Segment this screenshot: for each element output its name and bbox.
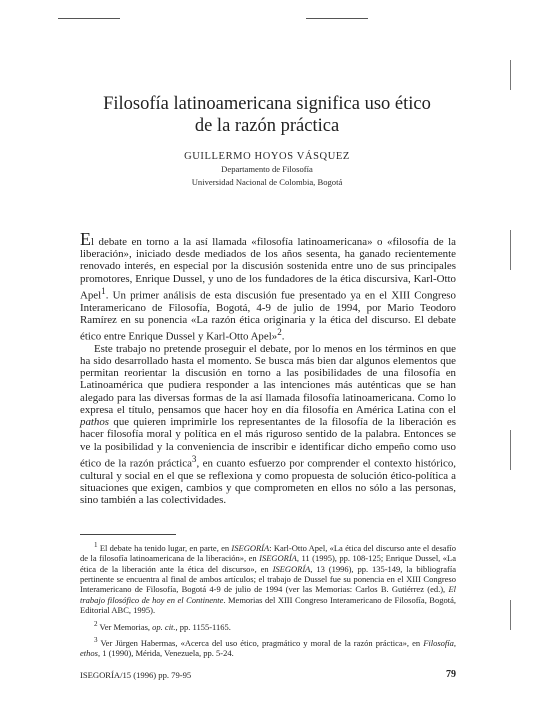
title-line: Filosofía latinoamericana significa uso ético <box>103 94 431 114</box>
page-number: 79 <box>446 669 456 680</box>
text-run: : Karl-Otto Apel, «La ética del discurso ante el desafío de la filosofía latinoamericana de la liberación», en <box>80 542 457 564</box>
text-run: , pp. 1155-1165. <box>175 621 231 632</box>
affiliation-university: Universidad Nacional de Colombia, Bogotá <box>191 177 343 187</box>
text-run: . Un primer análisis de esta discusión fue presentado ya en el XIII Congreso Interamericano de Filosofía, Bogotá, 4-9 de julio de 1994, por Mario Teodoro Ramírez en su ponencia «La razón ética originaria y la ética del discurso. El debate ético entre Enrique Dussel y Karl-Otto Apel» <box>80 289 456 343</box>
paragraph <box>80 343 456 506</box>
footnote <box>80 540 456 616</box>
article-title <box>0 93 534 137</box>
text-run: , 1 (1990), Mérida, Venezuela, pp. 5-24. <box>97 648 234 659</box>
text-run: . <box>281 330 285 343</box>
citation-abbrev: op. cit. <box>152 621 176 632</box>
footnote <box>80 635 456 659</box>
margin-tick <box>510 230 511 270</box>
journal-footer: ISEGORÍA/15 (1996) pp. 79-95 <box>80 670 192 680</box>
text-run: , 13 (1996), pp. 135-149, la bibliografía pertinente se encuentra al final de ambos artículos; el trabajo de Dussel fue su ponencia en el XIII Congreso Interamericano de Filosofía, Bogotá 4-9 de julio de 1994 (ver las Memorias: Carlos B. Gutiérrez (ed.), <box>80 563 457 595</box>
paragraph <box>80 229 456 343</box>
margin-tick <box>510 430 511 470</box>
footnote <box>80 619 456 632</box>
text-run: , 11 (1995), pp. 108-125; Enrique Dussel, «La ética de la liberación ante la ética del discurso», en <box>80 553 456 574</box>
text-run: , en cuanto esfuerzo por comprender el contexto histórico, cultural y social en el que se reflexiona y como propuesta de solución ético-política a situaciones que exigen, cambios y que comprometen en ellos no sólo a las personas, sino también a las colectividades. <box>80 457 456 506</box>
title-line: de la razón práctica <box>194 116 340 136</box>
margin-tick <box>510 600 511 630</box>
book-title: El trabajo filosófico de hoy en el Continente <box>80 584 456 605</box>
article-body <box>80 229 456 506</box>
italic-term: pathos <box>80 416 110 429</box>
journal-name: ISEGORÍA <box>259 553 297 564</box>
text-run: l debate en torno a la así llamada «filosofía latinoamericana» o «filosofía de la liberación», iniciado desde mediados de los años sesenta, ha ganado recientemente renovado interés, en especial por la discusión sostenida entre uno de sus principales promotores, Enrique Dussel, y uno de los fundadores de la ética discursiva, Karl-Otto Apel <box>80 236 456 302</box>
footnote-ref: 2 <box>277 327 282 338</box>
text-run: Este trabajo no pretende proseguir el debate, por lo menos en los términos en que ha sido desarrollado hasta el momento. Se busca más bien dar algunos elementos que permitan reorientar la discusión en torno a las posibilidades de una filosofía en Latinoamérica que pudiera responder a las intenciones más auténticas que se han alegado para las diversas formas de la así llamada filosofía latinoamericana. Como lo expresa el título, pensamos que hacer hoy en día filosofía en América Latina con el <box>80 342 456 416</box>
footnote-divider <box>80 534 176 535</box>
journal-name: ISEGORÍA <box>231 542 270 553</box>
author-name: GUILLERMO HOYOS VÁSQUEZ <box>184 151 350 162</box>
text-run: Ver Jürgen Habermas, «Acerca del uso ético, pragmático y moral de la razón práctica», en <box>100 637 421 648</box>
text-run: Ver Memorias, <box>99 621 151 632</box>
top-rule-left <box>58 18 120 19</box>
footnote-mark: 3 <box>94 635 98 644</box>
affiliation-department: Departamento de Filosofía <box>221 164 313 174</box>
drop-cap: E <box>80 229 91 249</box>
journal-name: Filosofía, ethos <box>80 637 457 659</box>
footnote-ref: 3 <box>191 453 197 464</box>
margin-tick <box>510 60 511 90</box>
footnote-mark: 1 <box>94 541 98 549</box>
footnotes <box>80 540 456 659</box>
footnote-mark: 2 <box>94 619 98 628</box>
journal-name: ISEGORÍA <box>272 563 311 574</box>
text-run: que quieren imprimirle los representantes de la filosofía de la liberación es hacer filosofía moral y política en el más riguroso sentido de la palabra. Entonces se ve la posibilidad y la conveniencia de inscribir e identificar dicho empeño como uso ético de la razón práctica <box>80 416 456 470</box>
top-rule-right <box>306 18 368 19</box>
text-run: El debate ha tenido lugar, en parte, en <box>99 542 230 553</box>
footnote-ref: 1 <box>101 285 106 296</box>
text-run: . Memorias del XIII Congreso Interamericano de Filosofía, Bogotá, Editorial ABC, 1995). <box>80 594 456 616</box>
